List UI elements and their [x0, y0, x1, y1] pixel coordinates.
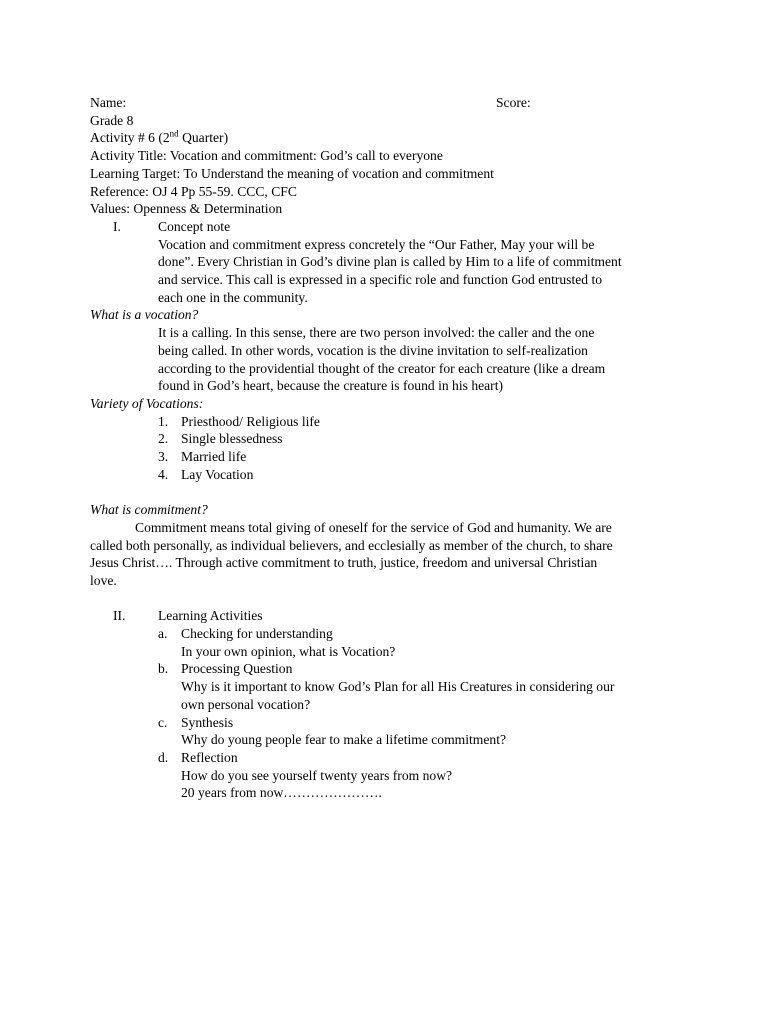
vocation-heading: What is a vocation?: [90, 307, 199, 323]
vocation-list-item: [90, 448, 690, 466]
vocation-list-item: [90, 413, 690, 431]
list-number: 3.: [158, 449, 169, 465]
list-text: Priesthood/ Religious life: [181, 413, 320, 429]
score-label: Score:: [496, 95, 531, 110]
activity-letter: a.: [158, 626, 168, 642]
commitment-line: love.: [90, 572, 117, 588]
activity-question: Why is it important to know God’s Plan for all His Creatures in considering our: [181, 679, 615, 695]
name-score-row: [90, 94, 690, 112]
learning-target: Learning Target: To Understand the meaning of vocation and commitment: [90, 165, 494, 181]
activity-question: In your own opinion, what is Vocation?: [181, 643, 396, 659]
list-text: Single blessedness: [181, 431, 283, 447]
concept-line: each one in the community.: [158, 289, 308, 305]
commitment-line: Commitment means total giving of oneself for the service of God and humanity. We are: [135, 519, 612, 535]
concept-line: Vocation and commitment express concretely the “Our Father, May your will be: [158, 236, 595, 252]
activity-item-title: Reflection: [181, 749, 238, 765]
worksheet-content: [90, 94, 690, 802]
activity-question: How do you see yourself twenty years from now?: [181, 767, 453, 783]
section-2-numeral: II.: [113, 608, 126, 624]
reference: Reference: OJ 4 Pp 55-59. CCC, CFC: [90, 183, 297, 199]
activity-question: own personal vocation?: [181, 696, 311, 712]
section-1-numeral: I.: [113, 218, 121, 234]
vocation-line: found in God’s heart, because the creature is found in his heart): [158, 378, 504, 394]
commitment-heading: What is commitment?: [90, 502, 208, 518]
activity-letter: c.: [158, 714, 168, 730]
vocation-line: according to the providential thought of the creator for each creature (like a dream: [158, 360, 606, 376]
commitment-line: called both personally, as individual believers, and ecclesially as member of the church, to share: [90, 537, 613, 553]
activity-item-d: [90, 749, 690, 767]
vocation-line: It is a calling. In this sense, there are two person involved: the caller and the one: [158, 325, 595, 341]
section-2-title: Learning Activities: [158, 608, 263, 624]
activity-letter: d.: [158, 749, 169, 765]
activity-question: Why do young people fear to make a lifetime commitment?: [181, 732, 507, 748]
section-1-title: Concept note: [158, 218, 231, 234]
activity-prefix: Activity # 6 (2: [90, 130, 170, 146]
activity-item-c: [90, 714, 690, 732]
answer-blank: 20 years from now………………….: [181, 785, 382, 801]
values: Values: Openness & Determination: [90, 201, 283, 217]
activity-item-title: Synthesis: [181, 714, 234, 730]
activity-title: Activity Title: Vocation and commitment: God’s call to everyone: [90, 148, 443, 164]
varieties-heading: Variety of Vocations:: [90, 395, 204, 411]
activity-letter: b.: [158, 661, 169, 677]
vocation-line: being called. In other words, vocation is the divine invitation to self-realization: [158, 342, 588, 358]
section-1-heading: [90, 218, 690, 236]
grade: Grade 8: [90, 112, 134, 128]
commitment-line: Jesus Christ…. Through active commitment to truth, justice, freedom and universal Christian: [90, 555, 598, 571]
concept-line: and service. This call is expressed in a specific role and function God entrusted to: [158, 272, 603, 288]
activity-number: [90, 129, 690, 147]
spacer: [90, 590, 690, 608]
spacer: [90, 483, 690, 501]
list-number: 4.: [158, 466, 169, 482]
list-number: 2.: [158, 431, 169, 447]
activity-item-title: Checking for understanding: [181, 626, 333, 642]
vocation-list-item: [90, 430, 690, 448]
section-2-heading: [90, 607, 690, 625]
activity-item-title: Processing Question: [181, 661, 293, 677]
name-label: Name:: [90, 95, 127, 110]
vocation-list-item: [90, 466, 690, 484]
activity-item-a: [90, 625, 690, 643]
list-text: Lay Vocation: [181, 466, 254, 482]
concept-line: done”. Every Christian in God’s divine plan is called by Him to a life of commitment: [158, 254, 622, 270]
activity-superscript: nd: [169, 128, 179, 139]
activity-suffix: Quarter): [178, 130, 229, 146]
list-text: Married life: [181, 449, 247, 465]
activity-item-b: [90, 660, 690, 678]
list-number: 1.: [158, 413, 169, 429]
